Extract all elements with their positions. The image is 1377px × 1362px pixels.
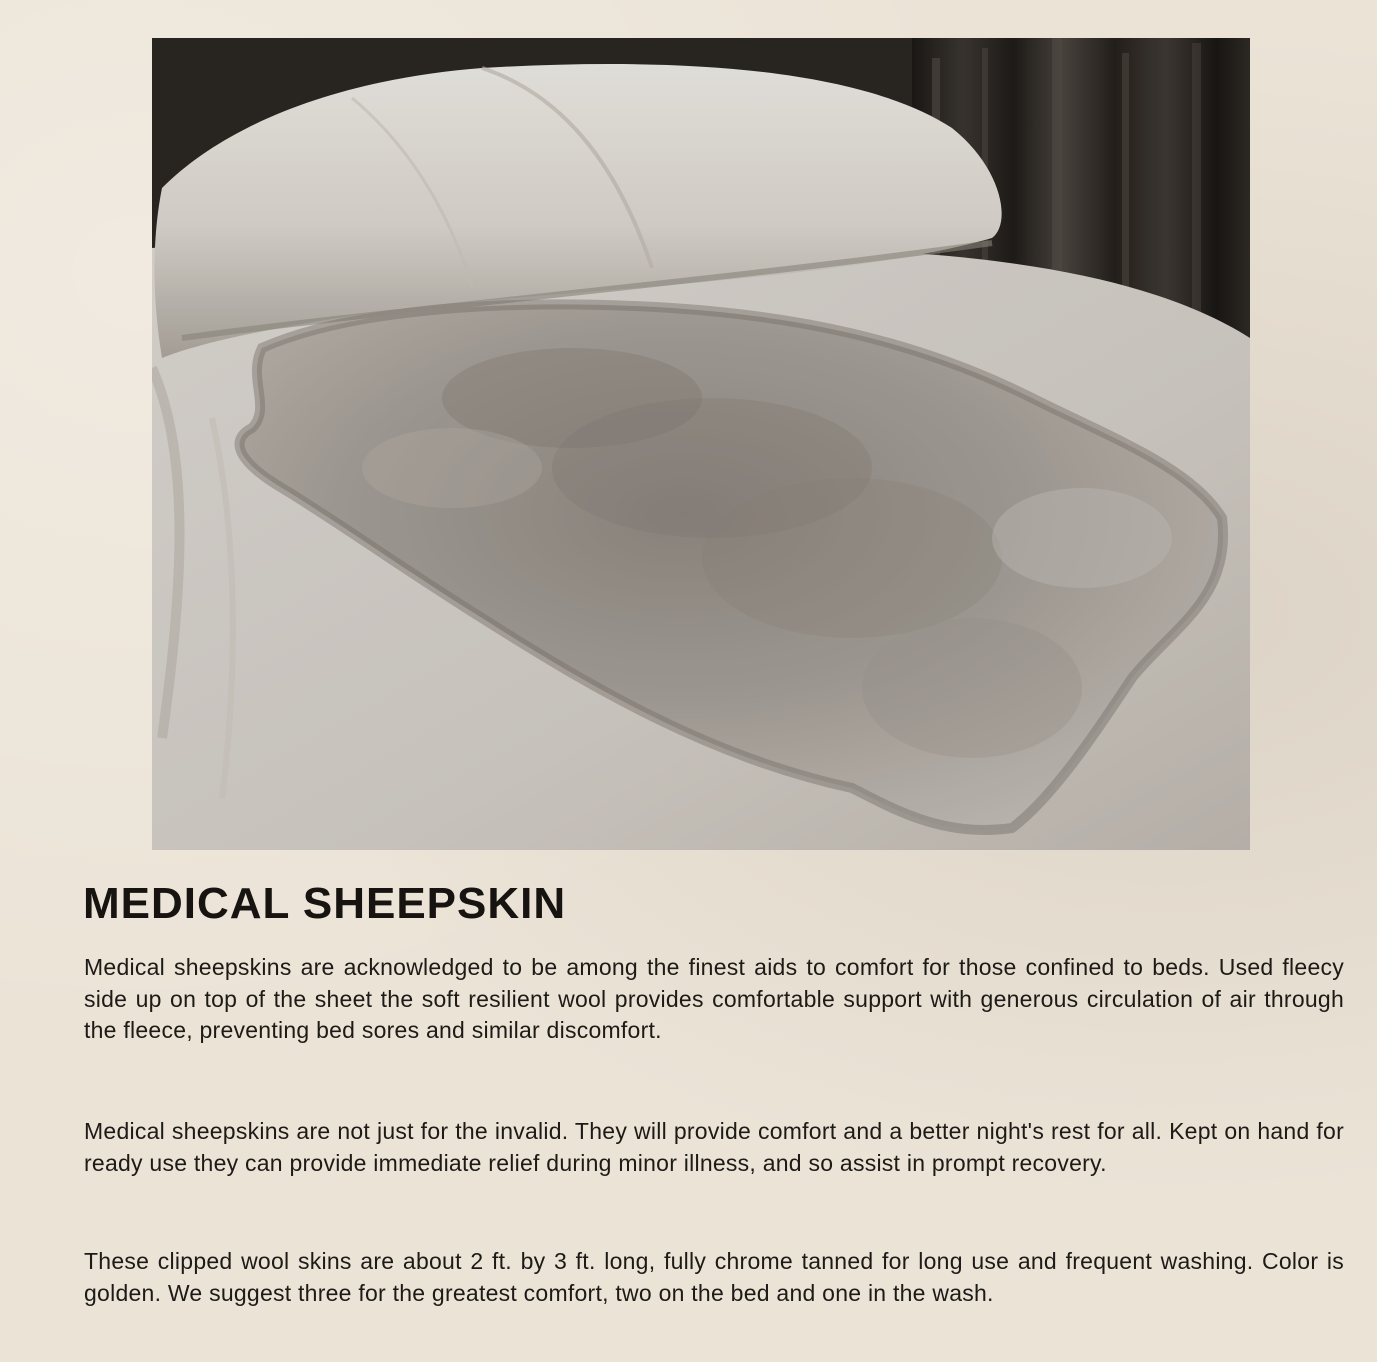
- paragraph-benefits: Medical sheepskins are not just for the invalid. They will provide comfort and a better night's rest for all. Kept on hand for ready use they can provide immediate relief during minor illness, and so assist in prompt recovery.: [84, 1118, 1344, 1176]
- paragraph-specifications: These clipped wool skins are about 2 ft. by 3 ft. long, fully chrome tanned for long use and frequent washing. Color is golden. We suggest three for the greatest comfort, two on the bed and one in the wash.: [84, 1248, 1344, 1306]
- paragraph-intro: Medical sheepskins are acknowledged to be among the finest aids to comfort for those confined to beds. Used fleecy side up on top of the sheet the soft resilient wool provides comfortable support with generous circulation of air through the fleece, preventing bed sores and similar discomfort.: [84, 954, 1344, 1043]
- sheepskin-on-bed-photo: [152, 38, 1250, 850]
- page-title: MEDICAL SHEEPSKIN: [83, 879, 567, 928]
